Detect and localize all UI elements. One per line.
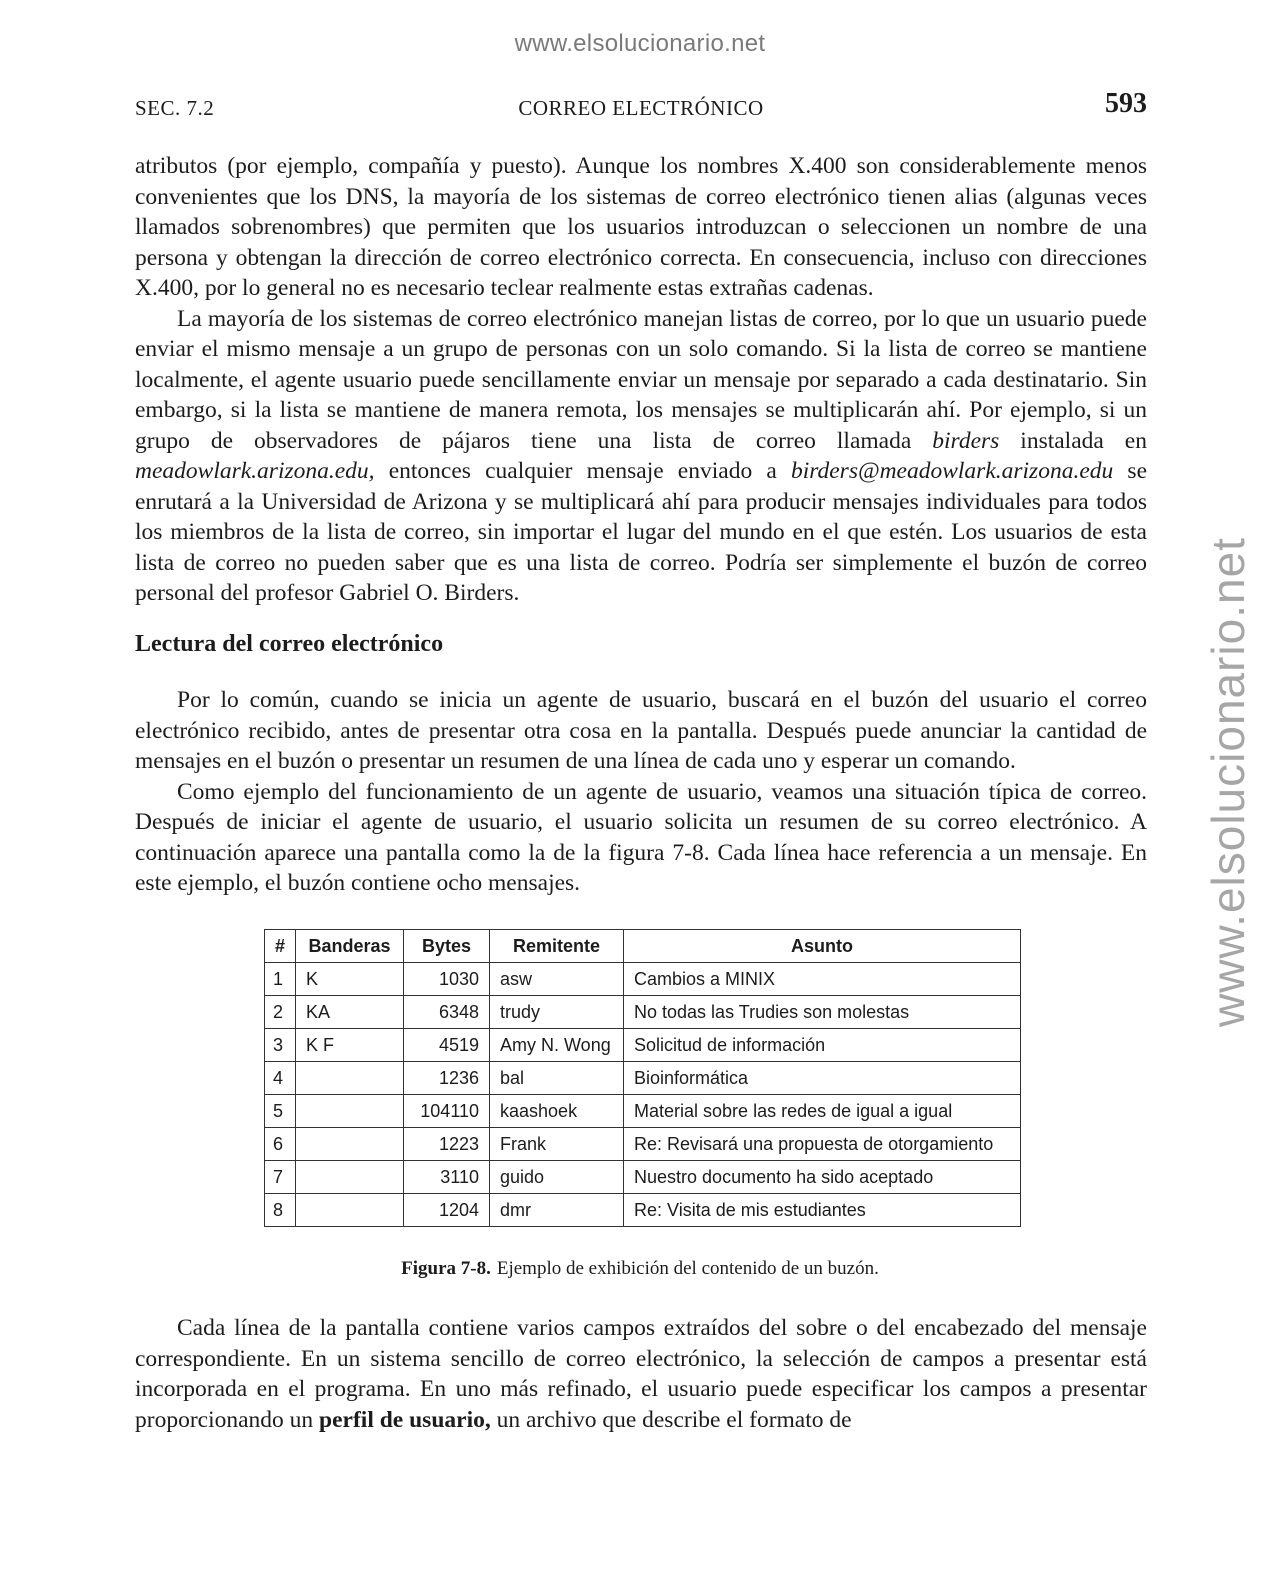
cell-subject: Cambios a MINIX xyxy=(624,963,1021,996)
cell-flags xyxy=(296,1062,404,1095)
cell-flags: KA xyxy=(296,996,404,1029)
paragraph-4: Como ejemplo del funcionamiento de un agente de usuario, veamos una situación típica de correo. Después de iniciar el agente de usuario, el usuario solicita un resumen de su correo electrónico. A continuación aparece una pantalla como la de la figura 7-8. Cada línea hace referencia a un mensaje. En este ejemplo, el buzón contiene ocho mensajes. xyxy=(135,778,1147,896)
cell-number: 8 xyxy=(265,1194,296,1227)
cell-sender: Frank xyxy=(490,1128,624,1161)
section-heading: Lectura del correo electrónico xyxy=(135,631,444,657)
cell-sender: kaashoek xyxy=(490,1095,624,1128)
table-row xyxy=(265,1029,1021,1062)
col-header-bytes: Bytes xyxy=(404,930,490,963)
p2-italic-birders: birders xyxy=(932,427,1000,454)
section-number: SEC. 7.2 xyxy=(135,96,215,120)
col-header-subject: Asunto xyxy=(624,930,1021,963)
table-row xyxy=(265,963,1021,996)
table-header-row xyxy=(265,930,1021,963)
figure-caption xyxy=(0,1258,1280,1280)
cell-flags xyxy=(296,1095,404,1128)
cell-flags xyxy=(296,1194,404,1227)
cell-number: 1 xyxy=(265,963,296,996)
paragraph-1: atributos (por ejemplo, compañía y puesto). Aunque los nombres X.400 son considerablemente menos convenientes que los DNS, la mayoría de los sistemas de correo electrónico tienen alias (algunas veces llamados sobrenombres) que permiten que los usuarios introduzcan o seleccionen un nombre de una persona y obtengan la dirección de correo electrónico correcta. En consecuencia, incluso con direcciones X.400, por lo general no es necesario teclear realmente estas extrañas cadenas. xyxy=(135,153,1147,301)
p2-text-2: instalada en xyxy=(999,427,1147,454)
p2-italic-host: meadowlark.arizona.edu, xyxy=(135,458,375,484)
body-text-bottom xyxy=(135,1313,1147,1435)
cell-number: 5 xyxy=(265,1095,296,1128)
cell-bytes: 1030 xyxy=(404,963,490,996)
page-number: 593 xyxy=(1105,88,1147,119)
cell-subject: Re: Revisará una propuesta de otorgamiento xyxy=(624,1128,1021,1161)
cell-bytes: 1223 xyxy=(404,1128,490,1161)
cell-subject: Material sobre las redes de igual a igual xyxy=(624,1095,1021,1128)
watermark-top: www.elsolucionario.net xyxy=(514,30,766,57)
cell-sender: bal xyxy=(490,1062,624,1095)
cell-subject: Bioinformática xyxy=(624,1062,1021,1095)
cell-sender: asw xyxy=(490,963,624,996)
col-header-flags: Banderas xyxy=(296,930,404,963)
cell-bytes: 4519 xyxy=(404,1029,490,1062)
cell-flags: K F xyxy=(296,1029,404,1062)
cell-flags xyxy=(296,1128,404,1161)
cell-sender: Amy N. Wong xyxy=(490,1029,624,1062)
p2-text-3: entonces cualquier mensaje enviado a xyxy=(374,458,791,484)
cell-subject: No todas las Trudies son molestas xyxy=(624,996,1021,1029)
table-row xyxy=(265,1161,1021,1194)
cell-sender: dmr xyxy=(490,1194,624,1227)
p5-text-1: Cada línea de la pantalla contiene varios campos extraídos del sobre o del encabezado del mensaje correspondiente. En un sistema sencillo de correo electrónico, la selección de campos a presentar está incorporada en el programa. En uno más refinado, el usuario puede especificar los campos a presentar proporcionando un xyxy=(135,1315,1147,1433)
col-header-number: # xyxy=(265,930,296,963)
mailbox-table xyxy=(264,929,1021,1227)
cell-bytes: 104110 xyxy=(404,1095,490,1128)
paragraph-2 xyxy=(135,304,1147,609)
cell-subject: Solicitud de información xyxy=(624,1029,1021,1062)
table-row xyxy=(265,1194,1021,1227)
p2-text-1: La mayoría de los sistemas de correo electrónico manejan listas de correo, por lo que un usuario puede enviar el mismo mensaje a un grupo de personas con un solo comando. Si la lista de correo se mantiene localmente, el agente usuario puede sencillamente enviar un mensaje por separado a cada destinatario. Sin embargo, si la lista se mantiene de manera remota, los mensajes se multiplicarán ahí. Por ejemplo, si un grupo de observadores de pájaros tiene una lista de correo llamada xyxy=(135,305,1147,454)
cell-number: 2 xyxy=(265,996,296,1029)
cell-sender: trudy xyxy=(490,996,624,1029)
chapter-title: CORREO ELECTRÓNICO xyxy=(518,96,764,120)
paragraph-3: Por lo común, cuando se inicia un agente de usuario, buscará en el buzón del usuario el correo electrónico recibido, antes de presentar otra cosa en la pantalla. Después puede anunciar la cantidad de mensajes en el buzón o presentar un resumen de una línea de cada uno y esperar un comando. xyxy=(135,687,1147,774)
table-row xyxy=(265,1062,1021,1095)
cell-flags: K xyxy=(296,963,404,996)
cell-subject: Re: Visita de mis estudiantes xyxy=(624,1194,1021,1227)
cell-number: 3 xyxy=(265,1029,296,1062)
table-row xyxy=(265,1128,1021,1161)
p5-text-2: un archivo que describe el formato de xyxy=(490,1406,852,1433)
cell-subject: Nuestro documento ha sido aceptado xyxy=(624,1161,1021,1194)
p2-italic-address: birders@meadowlark.arizona.edu xyxy=(790,458,1114,484)
p2-text-4: se enrutará a la Universidad de Arizona y se multiplicará ahí para producir mensajes individuales para todos los miembros de la lista de correo, sin importar el lugar del mundo en el que estén. Los usuarios de esta lista de correo no pueden saber que es una lista de correo. Podría ser simplemente el buzón de correo personal del profesor Gabriel O. Birders. xyxy=(135,458,1147,606)
cell-sender: guido xyxy=(490,1161,624,1194)
body-text-top xyxy=(135,151,1147,609)
paragraph-5 xyxy=(135,1313,1147,1435)
cell-bytes: 6348 xyxy=(404,996,490,1029)
table-row xyxy=(265,996,1021,1029)
figure-label: Figura 7-8. xyxy=(401,1258,491,1279)
running-head xyxy=(135,88,1147,126)
cell-flags xyxy=(296,1161,404,1194)
cell-number: 7 xyxy=(265,1161,296,1194)
cell-bytes: 1236 xyxy=(404,1062,490,1095)
col-header-sender: Remitente xyxy=(490,930,624,963)
cell-number: 6 xyxy=(265,1128,296,1161)
p5-bold-term: perfil de usuario, xyxy=(319,1406,491,1433)
table-row xyxy=(265,1095,1021,1128)
body-text-middle xyxy=(135,685,1147,899)
cell-number: 4 xyxy=(265,1062,296,1095)
cell-bytes: 3110 xyxy=(404,1161,490,1194)
watermark-side: www.elsolucionario.net xyxy=(1202,537,1254,1027)
cell-bytes: 1204 xyxy=(404,1194,490,1227)
figure-caption-text: Ejemplo de exhibición del contenido de un buzón. xyxy=(496,1258,879,1279)
